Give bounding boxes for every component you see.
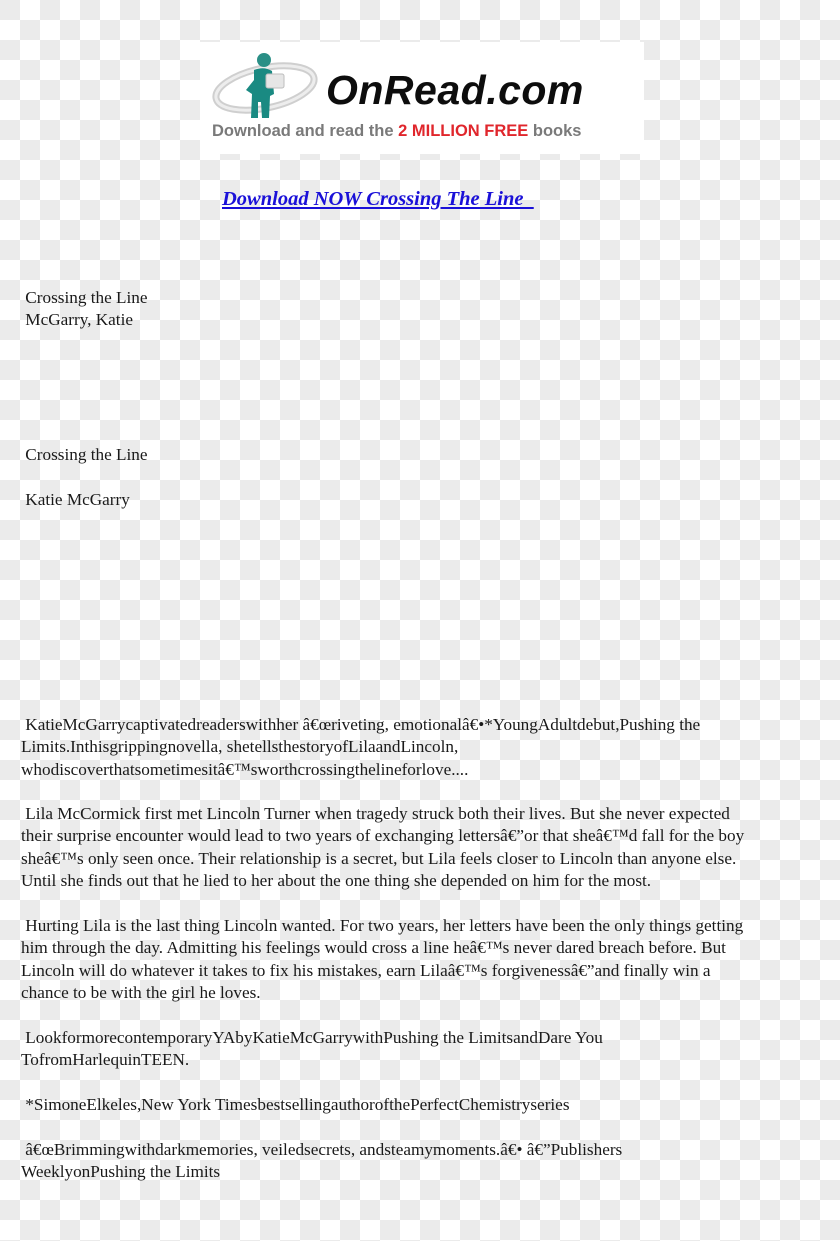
reader-figure-icon (210, 50, 320, 120)
logo-tagline: Download and read the 2 MILLION FREE books (212, 122, 582, 140)
text-line: LookformorecontemporaryYAbyKatieMcGarrywithPushing the LimitsandDare You (21, 1028, 603, 1047)
download-now-link[interactable]: Download NOW Crossing The Line (222, 188, 534, 210)
header-book-title: Crossing the Line (21, 288, 148, 307)
text-line: KatieMcGarrycaptivatedreaderswithher â€œriveting, emotionalâ€•*YoungAdultdebut,Pushing the (21, 715, 701, 734)
book-author: Katie McGarry (21, 490, 130, 509)
book-title: Crossing the Line (21, 445, 148, 464)
header-book-author: McGarry, Katie (21, 310, 133, 329)
text-line: sheâ€™s only seen once. Their relationship is a secret, but Lila feels closer to Lincoln than anyone else. (21, 849, 737, 868)
tagline-highlight: 2 MILLION FREE (398, 122, 529, 140)
text-line: Lincoln will do whatever it takes to fix his mistakes, earn Lilaâ€™s forgivenessâ€”and finally win a (21, 961, 711, 980)
text-line: â€œBrimmingwithdarkmemories, veiledsecrets, andsteamymoments.â€• â€”Publishers (21, 1140, 623, 1159)
text-line: TofromHarlequinTEEN. (21, 1050, 190, 1069)
text-line: chance to be with the girl he loves. (21, 983, 261, 1002)
onread-logo-banner (200, 42, 644, 154)
logo-title: OnRead.com (326, 67, 584, 113)
text-line: WeeklyonPushing the Limits (21, 1162, 221, 1181)
text-line: *SimoneElkeles,New York TimesbestsellingauthorofthePerfectChemistryseries (21, 1095, 570, 1114)
text-line: their surprise encounter would lead to two years of exchanging lettersâ€”or that sheâ€™d fall for the boy (21, 826, 745, 845)
text-line: Limits.Inthisgrippingnovella, shetellsthestoryofLilaandLincoln, (21, 737, 459, 756)
text-line: Lila McCormick first met Lincoln Turner when tragedy struck both their lives. But she never expected (21, 804, 730, 823)
text-line: whodiscoverthatsometimesitâ€™sworthcrossingthelineforlove.... (21, 760, 469, 779)
text-line: Hurting Lila is the last thing Lincoln wanted. For two years, her letters have been the only things getting (21, 916, 744, 935)
text-line: him through the day. Admitting his feelings would cross a line heâ€™s never dared breach before. But (21, 938, 726, 957)
text-line: Until she finds out that he lied to her about the one thing she depended on him for the most. (21, 871, 652, 890)
